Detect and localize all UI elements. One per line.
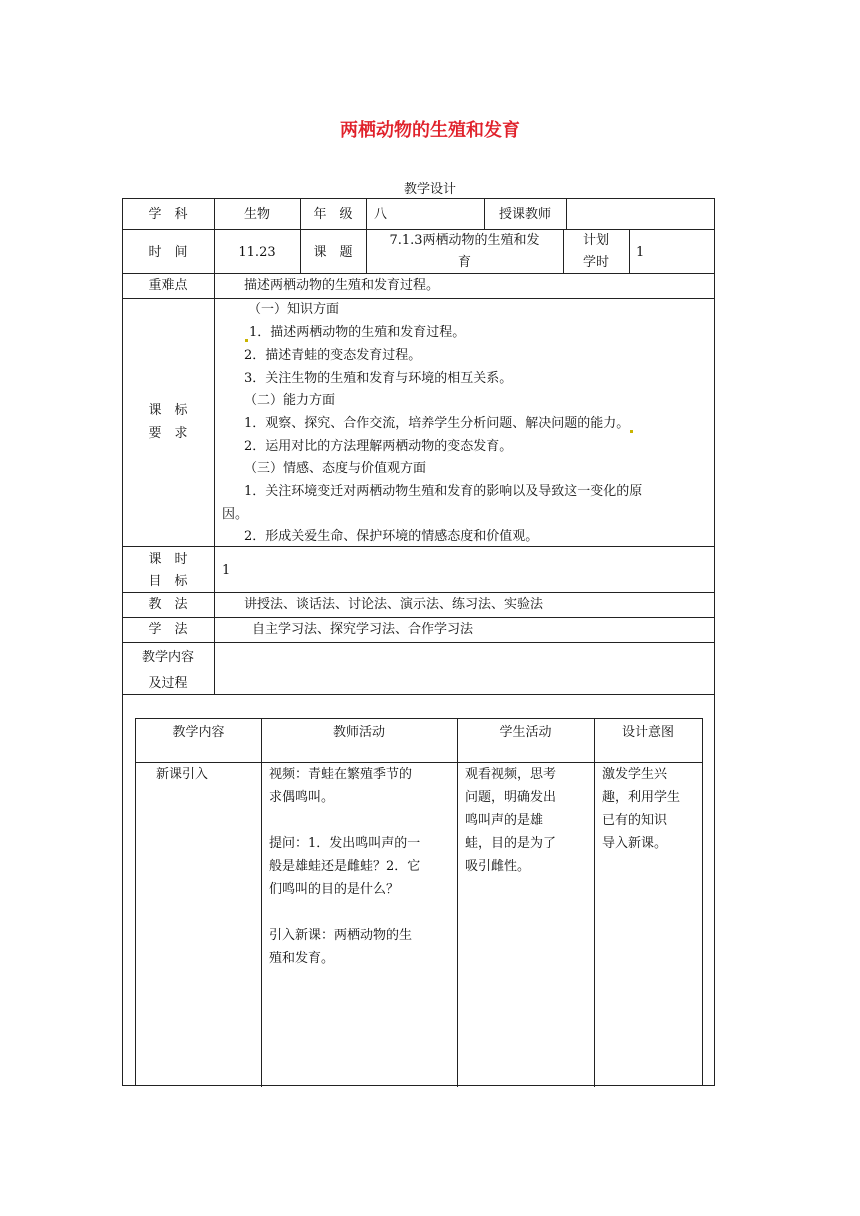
standards-label-line2: 要 求	[148, 426, 188, 441]
teacher-activity-line: 引入新课：两栖动物的生	[269, 928, 413, 943]
standards-item: 3．关注生物的生殖和发育与环境的相互关系。	[244, 371, 513, 386]
standards-heading-ability: （二）能力方面	[244, 393, 336, 408]
document-subtitle: 教学设计	[403, 182, 456, 197]
teacher-activity-line: 殖和发育。	[269, 951, 335, 966]
column-divider	[214, 198, 215, 694]
teaching-method-label: 教 法	[148, 597, 188, 612]
student-activity-line: 鸣叫声的是雄	[465, 813, 544, 828]
design-intent-cell	[602, 763, 700, 855]
key-points-value: 描述两栖动物的生殖和发育过程。	[244, 278, 440, 293]
standards-label-line1: 课 标	[148, 403, 188, 418]
design-intent-line: 导入新课。	[602, 836, 668, 851]
plan-value: 1	[636, 245, 645, 260]
standards-item-continued: 因。	[222, 507, 249, 522]
teacher-activity-line	[269, 809, 454, 832]
grade-value: 八	[374, 207, 388, 222]
row-divider	[122, 617, 715, 618]
standards-item: 2．形成关爱生命、保护环境的情感态度和价值观。	[244, 529, 539, 544]
column-divider	[629, 229, 630, 273]
row-divider	[122, 273, 715, 274]
teaching-method-value: 讲授法、谈话法、讨论法、演示法、练习法、实验法	[244, 597, 544, 612]
student-activity-line: 吸引雌性。	[465, 859, 531, 874]
header-design-intent: 设计意图	[621, 725, 674, 740]
column-divider	[457, 719, 458, 1087]
activity-table	[135, 718, 703, 1086]
header-teacher-activity: 教师活动	[332, 725, 385, 740]
standards-item: 2．运用对比的方法理解两栖动物的变态发育。	[244, 439, 513, 454]
topic-label: 课 题	[313, 245, 353, 260]
row-divider	[122, 592, 715, 593]
time-value: 11.23	[238, 245, 276, 260]
teacher-activity-line	[269, 901, 454, 924]
header-student-activity: 学生活动	[499, 725, 552, 740]
student-activity-cell	[465, 763, 590, 878]
learning-method-value: 自主学习法、探究学习法、合作学习法	[252, 622, 474, 637]
process-label-line2: 及过程	[148, 676, 188, 691]
standards-heading-knowledge: （一）知识方面	[248, 302, 340, 317]
row-divider	[122, 229, 715, 230]
design-intent-line: 已有的知识	[602, 813, 668, 828]
standards-item: 1．观察、探究、合作交流，培养学生分析问题、解决问题的能力。	[244, 414, 634, 433]
plan-label-line2: 学时	[582, 255, 609, 270]
student-activity-line: 问题，明确发出	[465, 790, 557, 805]
grade-label: 年 级	[313, 207, 353, 222]
highlight-mark	[245, 339, 248, 342]
row-divider	[122, 694, 715, 695]
standards-heading-attitude: （三）情感、态度与价值观方面	[244, 461, 427, 476]
hours-value: 1	[222, 563, 231, 578]
key-points-label: 重难点	[148, 278, 188, 293]
student-activity-line: 观看视频，思考	[465, 767, 557, 782]
design-intent-line: 趣，利用学生	[602, 790, 681, 805]
row-divider	[122, 642, 715, 643]
teacher-activity-line: 求偶鸣叫。	[269, 790, 335, 805]
row-divider	[122, 546, 715, 547]
plan-label-line1: 计划	[582, 233, 609, 248]
teacher-activity-line: 提问：1．发出鸣叫声的一	[269, 836, 421, 851]
process-label-line1: 教学内容	[141, 650, 194, 665]
row-content: 新课引入	[156, 767, 209, 782]
standards-item: 1．描述两栖动物的生殖和发育过程。	[244, 323, 465, 342]
column-divider	[261, 719, 262, 1087]
document-title: 两栖动物的生殖和发育	[340, 120, 520, 141]
topic-value-line1: 7.1.3两栖动物的生殖和发	[389, 233, 540, 248]
standards-item: 1．关注环境变迁对两栖动物生殖和发育的影响以及导致这一变化的原	[244, 484, 643, 499]
hours-label-line2: 目 标	[148, 574, 188, 589]
header-content: 教学内容	[172, 725, 225, 740]
teacher-activity-line: 般是雄蛙还是雌蛙？2．它	[269, 859, 421, 874]
student-activity-line: 蛙，目的是为了	[465, 836, 557, 851]
hours-label-line1: 课 时	[148, 552, 188, 567]
teacher-label: 授课教师	[498, 207, 551, 222]
teacher-activity-cell	[269, 763, 454, 970]
row-divider	[122, 298, 715, 299]
subject-label: 学 科	[148, 207, 188, 222]
highlight-mark	[630, 430, 633, 433]
design-intent-line: 激发学生兴	[602, 767, 668, 782]
teacher-activity-line: 视频：青蛙在繁殖季节的	[269, 767, 413, 782]
column-divider	[566, 198, 567, 229]
topic-value-line2: 育	[457, 255, 471, 270]
teacher-activity-line: 们鸣叫的目的是什么？	[269, 882, 400, 897]
column-divider	[594, 719, 595, 1087]
time-label: 时 间	[148, 245, 188, 260]
learning-method-label: 学 法	[148, 622, 188, 637]
subject-value: 生物	[243, 207, 270, 222]
standards-item: 2．描述青蛙的变态发育过程。	[244, 348, 422, 363]
